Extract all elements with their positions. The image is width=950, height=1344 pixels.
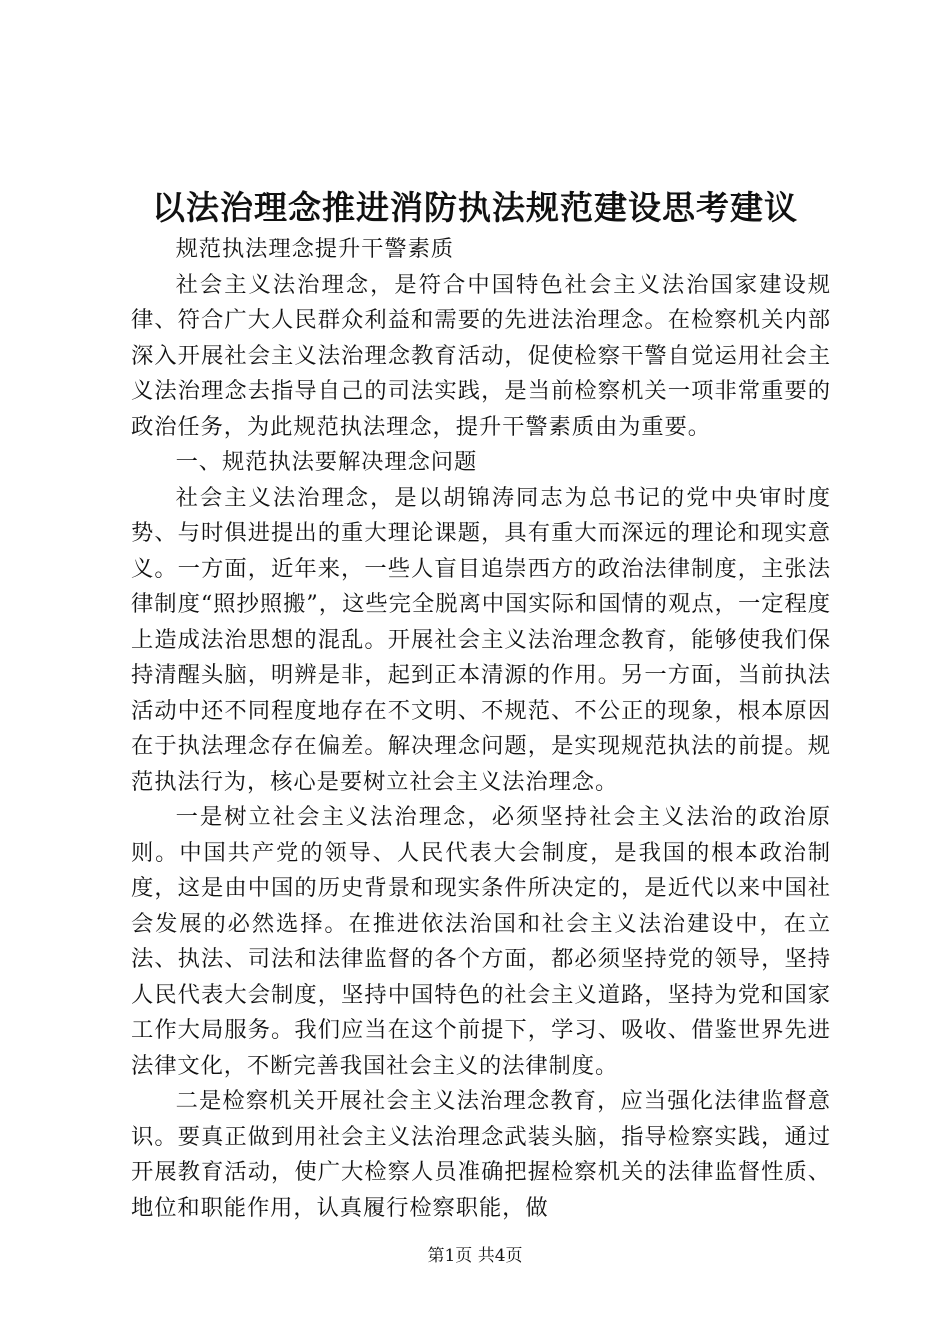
- document-title: 以法治理念推进消防执法规范建设思考建议: [152, 188, 798, 227]
- document-body: [131, 232, 831, 1226]
- paragraph: 社会主义法治理念，是符合中国特色社会主义法治国家建设规律、符合广大人民群众利益和需要的先进法治理念。在检察机关内部深入开展社会主义法治理念教育活动，促使检察干警自觉运用社会主义法治理念去指导自己的司法实践，是当前检察机关一项非常重要的政治任务，为此规范执法理念，提升干警素质由为重要。: [131, 271, 831, 440]
- page-number-footer: 第1页 共4页: [427, 1246, 523, 1266]
- paragraph: 一是树立社会主义法治理念，必须坚持社会主义法治的政治原则。中国共产党的领导、人民代表大会制度，是我国的根本政治制度，这是由中国的历史背景和现实条件所决定的，是近代以来中国社会发展的必然选择。在推进依法治国和社会主义法治建设中，在立法、执法、司法和法律监督的各个方面，都必须坚持党的领导，坚持人民代表大会制度，坚持中国特色的社会主义道路，坚持为党和国家工作大局服务。我们应当在这个前提下，学习、吸收、借鉴世界先进法律文化，不断完善我国社会主义的法律制度。: [131, 804, 831, 1079]
- paragraph: 二是检察机关开展社会主义法治理念教育，应当强化法律监督意识。要真正做到用社会主义法治理念武装头脑，指导检察实践，通过开展教育活动，使广大检察人员准确把握检察机关的法律监督性质、地位和职能作用，认真履行检察职能，做: [131, 1088, 831, 1221]
- section-subtitle: 规范执法理念提升干警素质: [175, 236, 454, 262]
- section-heading: 一、规范执法要解决理念问题: [175, 449, 478, 475]
- paragraph: 社会主义法治理念，是以胡锦涛同志为总书记的党中央审时度势、与时俱进提出的重大理论课题，具有重大而深远的理论和现实意义。一方面，近年来，一些人盲目追崇西方的政治法律制度，主张法律制度“照抄照搬”，这些完全脱离中国实际和国情的观点，一定程度上造成法治思想的混乱。开展社会主义法治理念教育，能够使我们保持清醒头脑，明辨是非，起到正本清源的作用。另一方面，当前执法活动中还不同程度地存在不文明、不规范、不公正的现象，根本原因在于执法理念存在偏差。解决理念问题，是实现规范执法的前提。规范执法行为，核心是要树立社会主义法治理念。: [131, 484, 831, 795]
